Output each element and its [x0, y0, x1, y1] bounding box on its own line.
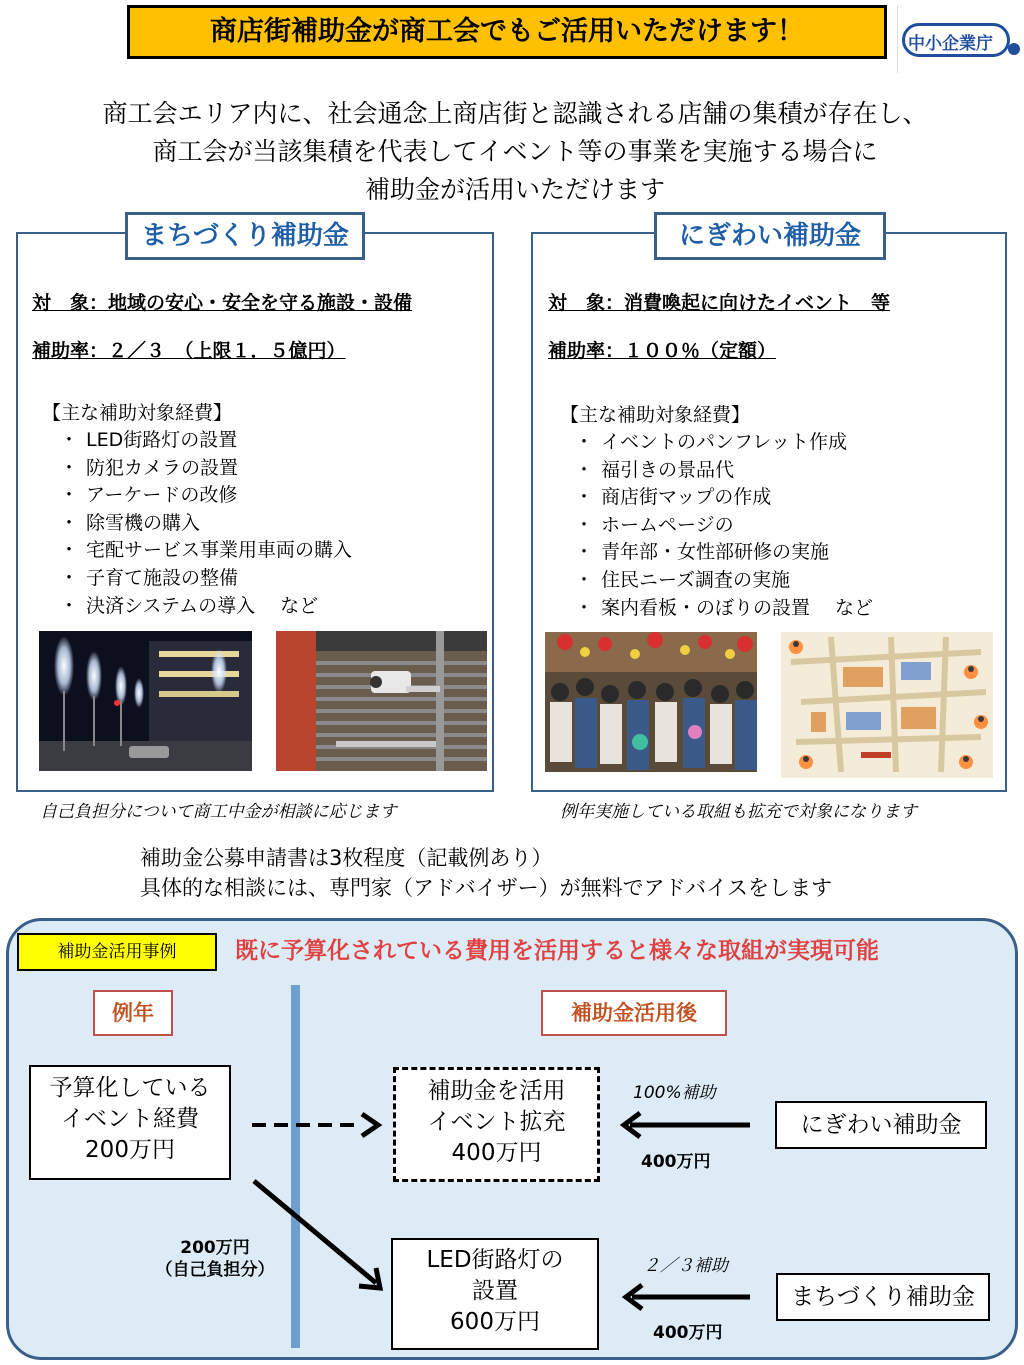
page-title: 商店街補助金が商工会でもご活用いただけます！	[127, 5, 887, 59]
expanded-event-box: 補助金を活用 イベント拡充 400万円	[393, 1067, 600, 1182]
bottom-subsidy-arrow	[626, 1285, 750, 1309]
list-item: ・ 商店街マップの作成	[574, 486, 772, 509]
machizukuri-target: 対 象：地域の安心・安全を守る施設・設備	[32, 292, 413, 314]
machizukuri-rate: 補助率：２／３ （上限１．５億円）	[32, 340, 346, 362]
rate-100-note: 100%補助	[633, 1083, 716, 1103]
intro-line-2: 商工会が当該集積を代表してイベント等の事業を実施する場合に	[152, 137, 878, 166]
intro-line-3: 補助金が活用いただけます	[364, 175, 665, 204]
usage-example-tag: 補助金活用事例	[17, 933, 217, 971]
intro-line-1: 商工会エリア内に、社会通念上商店街と認識される店舗の集積が存在し、	[102, 99, 928, 128]
list-item: ・ 住民ニーズ調査の実施	[574, 568, 791, 591]
nigiwai-caption: 例年実施している取組も拡充で対象になります	[560, 802, 917, 822]
diagonal-arrow	[254, 1181, 380, 1288]
amount-bottom: 400万円	[653, 1323, 723, 1343]
machizukuri-tab: まちづくり補助金	[125, 212, 365, 260]
list-item: ・ ホームページの	[574, 513, 734, 536]
list-item: ・ 宅配サービス事業用車両の購入	[59, 539, 353, 562]
list-item: ・ LED街路灯の設置	[59, 429, 238, 451]
list-item: ・ 決済システムの導入 など	[59, 594, 319, 617]
top-subsidy-arrow	[624, 1113, 750, 1137]
nigiwai-rate: 補助率：１００％（定額）	[548, 340, 777, 362]
machizukuri-list-title: 【主な補助対象経費】	[42, 402, 233, 424]
before-label: 例年	[93, 990, 173, 1036]
dashed-arrow	[252, 1114, 378, 1136]
machizukuri-caption: 自己負担分について商工中金が相談に応じます	[40, 802, 397, 822]
nigiwai-list-title: 【主な補助対象経費】	[560, 404, 751, 426]
list-item: ・ アーケードの改修	[59, 484, 238, 507]
nigiwai-subsidy-box: にぎわい補助金	[775, 1101, 987, 1149]
list-item: ・ 案内看板・のぼりの設置 など	[574, 596, 874, 619]
machizukuri-subsidy-box: まちづくり補助金	[776, 1273, 990, 1321]
nigiwai-tab: にぎわい補助金	[654, 212, 886, 260]
budget-event-box: 予算化している イベント経費 200万円	[29, 1065, 231, 1180]
list-item: ・ 除雪機の購入	[59, 511, 201, 534]
list-item: ・ 子育て施設の整備	[59, 566, 239, 589]
list-item: ・ 青年部・女性部研修の実施	[574, 541, 830, 564]
led-streetlight-box: LED街路灯の 設置 600万円	[391, 1238, 599, 1350]
nigiwai-target: 対 象：消費喚起に向けたイベント 等	[548, 292, 891, 314]
rate-two-thirds-note: ２／３補助	[643, 1256, 728, 1276]
list-item: ・ 防犯カメラの設置	[59, 456, 239, 479]
list-item: ・ 福引きの景品代	[574, 458, 735, 481]
list-item: ・ イベントのパンフレット作成	[574, 431, 848, 453]
amount-top: 400万円	[641, 1152, 711, 1172]
advice-line-2: 具体的な相談には、専門家（アドバイザー）が無料でアドバイスをします	[140, 876, 832, 900]
after-label: 補助金活用後	[541, 990, 727, 1036]
logo-text: 中小企業庁	[908, 34, 993, 54]
advice-line-1: 補助金公募申請書は3枚程度（記載例あり）	[140, 846, 553, 870]
self-share-note: 200万円 （自己負担分）	[155, 1238, 275, 1280]
usage-example-headline: 既に予算化されている費用を活用すると様々な取組が実現可能	[235, 938, 879, 964]
